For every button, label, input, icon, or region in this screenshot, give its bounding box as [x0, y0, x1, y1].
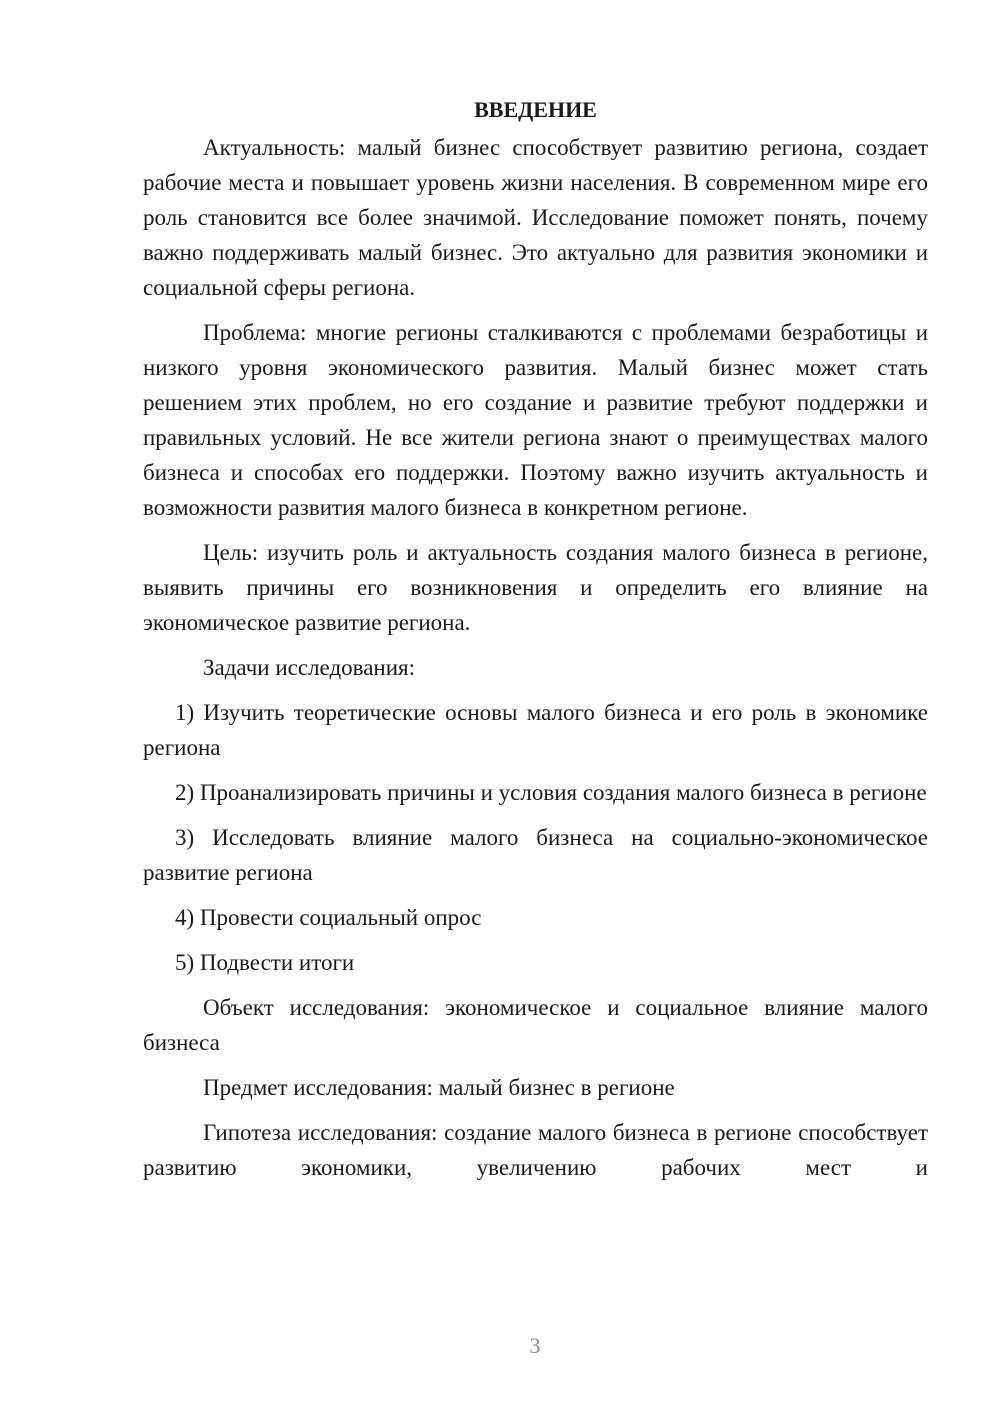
list-item: 3) Исследовать влияние малого бизнеса на социально-экономическое развитие региона	[143, 825, 928, 885]
paragraph-hypothesis: Гипотеза исследования: создание малого бизнеса в регионе способствует развитию экономики, увеличению рабочих мест и	[143, 1120, 928, 1180]
list-item: 4) Провести социальный опрос	[175, 905, 482, 930]
document-page	[143, 92, 928, 1195]
paragraph-object: Объект исследования: экономическое и социальное влияние малого бизнеса	[143, 995, 928, 1055]
paragraph-relevance: Актуальность: малый бизнес способствует развитию региона, создает рабочие места и повышает уровень жизни населения. В современном мире его роль становится все более значимой. Исследование поможет понять, почему важно поддерживать малый бизнес. Это актуально для развития экономики и социальной сферы региона.	[143, 135, 928, 300]
list-item: 1) Изучить теоретические основы малого бизнеса и его роль в экономике региона	[143, 700, 928, 760]
paragraph-goal: Цель: изучить роль и актуальность создания малого бизнеса в регионе, выявить причины его возникновения и определить его влияние на экономическое развитие региона.	[143, 540, 928, 635]
document-title: ВВЕДЕНИЕ	[474, 97, 597, 122]
tasks-list	[143, 695, 928, 980]
paragraph-subject: Предмет исследования: малый бизнес в регионе	[203, 1075, 675, 1100]
page-number: 3	[529, 1333, 541, 1358]
list-item: 2) Проанализировать причины и условия создания малого бизнеса в регионе	[175, 780, 927, 805]
paragraph-problem: Проблема: многие регионы сталкиваются с проблемами безработицы и низкого уровня экономического развития. Малый бизнес может стать решением этих проблем, но его создание и развитие требуют поддержки и правильных условий. Не все жители региона знают о преимуществах малого бизнеса и способах его поддержки. Поэтому важно изучить актуальность и возможности развития малого бизнеса в конкретном регионе.	[143, 320, 928, 520]
list-item: 5) Подвести итоги	[175, 950, 355, 975]
tasks-heading: Задачи исследования:	[203, 655, 416, 680]
